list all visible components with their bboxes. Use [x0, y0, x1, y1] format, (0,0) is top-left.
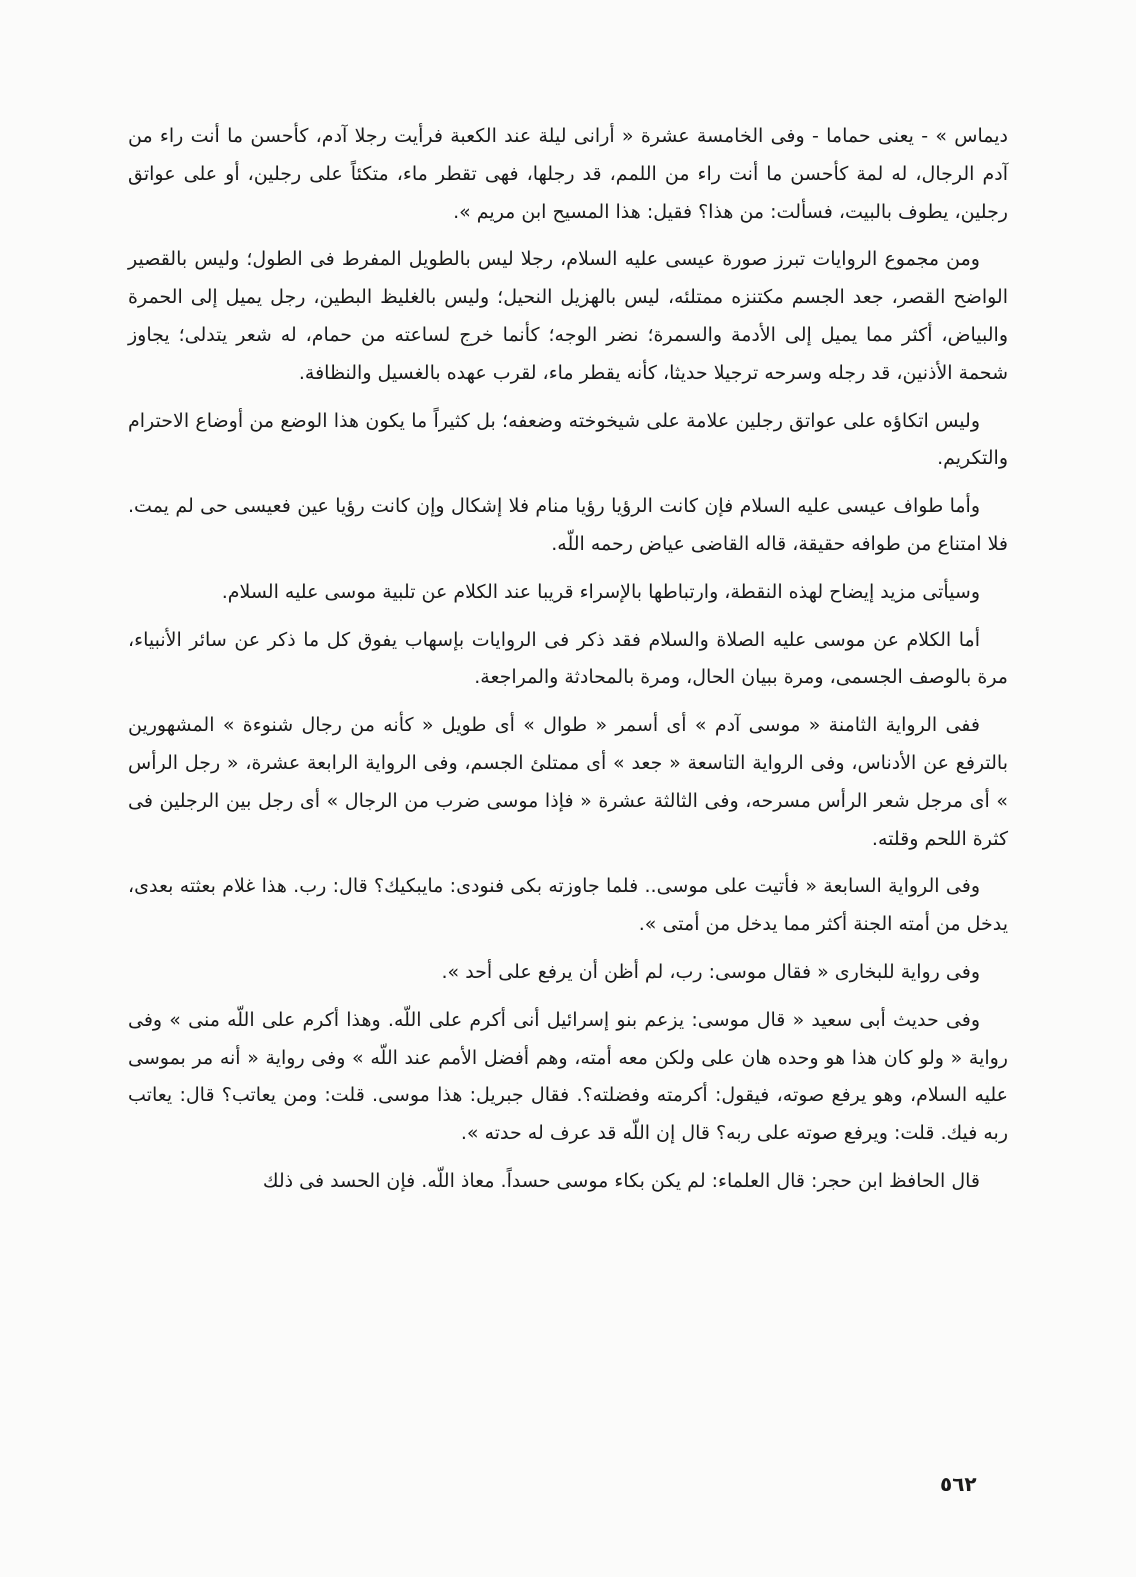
- paragraph: وليس اتكاؤه على عواتق رجلين علامة على شيخوخته وضعفه؛ بل كثيراً ما يكون هذا الوضع من أوضاع الاحترام والتكريم.: [128, 409, 1008, 470]
- paragraph: وسيأتى مزيد إيضاح لهذه النقطة، وارتباطها بالإسراء قريبا عند الكلام عن تلبية موسى عليه السلام.: [221, 580, 980, 603]
- paragraph: وفى الرواية السابعة « فأتيت على موسى.. فلما جاوزته بكى فنودى: مايبكيك؟ قال: رب. هذا غلام بعثته بعدى، يدخل من أمته الجنة أكثر مما يدخل من أمتى ».: [128, 875, 1008, 936]
- page-number: ٥٦٢: [940, 1472, 977, 1496]
- paragraph: ومن مجموع الروايات تبرز صورة عيسى عليه السلام، رجلا ليس بالطويل المفرط فى الطول؛ وليس بالقصير الواضح القصر، جعد الجسم مكتنزه ممتلئه، ليس بالهزيل النحيل؛ وليس بالغليظ البطين، رجل يميل إلى الحمرة والبياض، أكثر مما يميل إلى الأدمة والسمرة؛ نضر الوجه؛ كأنما خرج لساعته من حمام، له شعر يتدلى؛ يجاوز شحمة الأذنين، قد رجله وسرحه ترجيلا حديثا، كأنه يقطر ماء، لقرب عهده بالغسيل والنظافة.: [128, 248, 1008, 384]
- paragraph: ففى الرواية الثامنة « موسى آدم » أى أسمر « طوال » أى طويل « كأنه من رجال شنوءة » المشهورين بالترفع عن الأدناس، وفى الرواية التاسعة « جعد » أى ممتلئ الجسم، وفى الرواية الرابعة عشرة، « رجل الرأس » أى مرجل شعر الرأس مسرحه، وفى الثالثة عشرة « فإذا موسى ضرب من الرجال » أى رجل بين الرجلين فى كثرة اللحم وقلته.: [128, 714, 1008, 850]
- paragraph-continuation: ديماس » - يعنى حماما - وفى الخامسة عشرة « أرانى ليلة عند الكعبة فرأيت رجلا آدم، كأحسن ما أنت راء من آدم الرجال، له لمة كأحسن ما أنت راء من اللمم، قد رجلها، فهى تقطر ماء، متكئاً على رجلين، أو على عواتق رجلين، يطوف بالبيت، فسألت: من هذا؟ فقيل: هذا المسيح ابن مريم ».: [128, 125, 1008, 223]
- body-text: [128, 118, 1008, 1211]
- paragraph: وأما طواف عيسى عليه السلام فإن كانت الرؤيا رؤيا منام فلا إشكال وإن كانت رؤيا عين فعيسى حى لم يمت. فلا امتناع من طوافه حقيقة، قاله القاضى عياض رحمه اللّه.: [128, 495, 1008, 555]
- paragraph: وفى حديث أبى سعيد « قال موسى: يزعم بنو إسرائيل أنى أكرم على اللّه. وهذا أكرم على اللّه منى » وفى رواية « ولو كان هذا هو وحده هان على ولكن معه أمته، وهم أفضل الأمم عند اللّه » وفى رواية « أنه مر بموسى عليه السلام، وهو يرفع صوته، فيقول: أكرمته وفضلته؟. فقال جبريل: هذا موسى. قلت: ومن يعاتب؟ قال: يعاتب ربه فيك. قلت: ويرفع صوته على ربه؟ قال إن اللّه قد عرف له حدته ».: [128, 1008, 1008, 1145]
- paragraph: أما الكلام عن موسى عليه الصلاة والسلام فقد ذكر فى الروايات بإسهاب يفوق كل ما ذكر عن سائر الأنبياء، مرة بالوصف الجسمى، ومرة ببيان الحال، ومرة بالمحادثة والمراجعة.: [128, 628, 1008, 689]
- paragraph: وفى رواية للبخارى « فقال موسى: رب، لم أظن أن يرفع على أحد ».: [441, 960, 980, 983]
- paragraph: قال الحافظ ابن حجر: قال العلماء: لم يكن بكاء موسى حسداً. معاذ اللّه. فإن الحسد فى ذلك: [262, 1169, 980, 1192]
